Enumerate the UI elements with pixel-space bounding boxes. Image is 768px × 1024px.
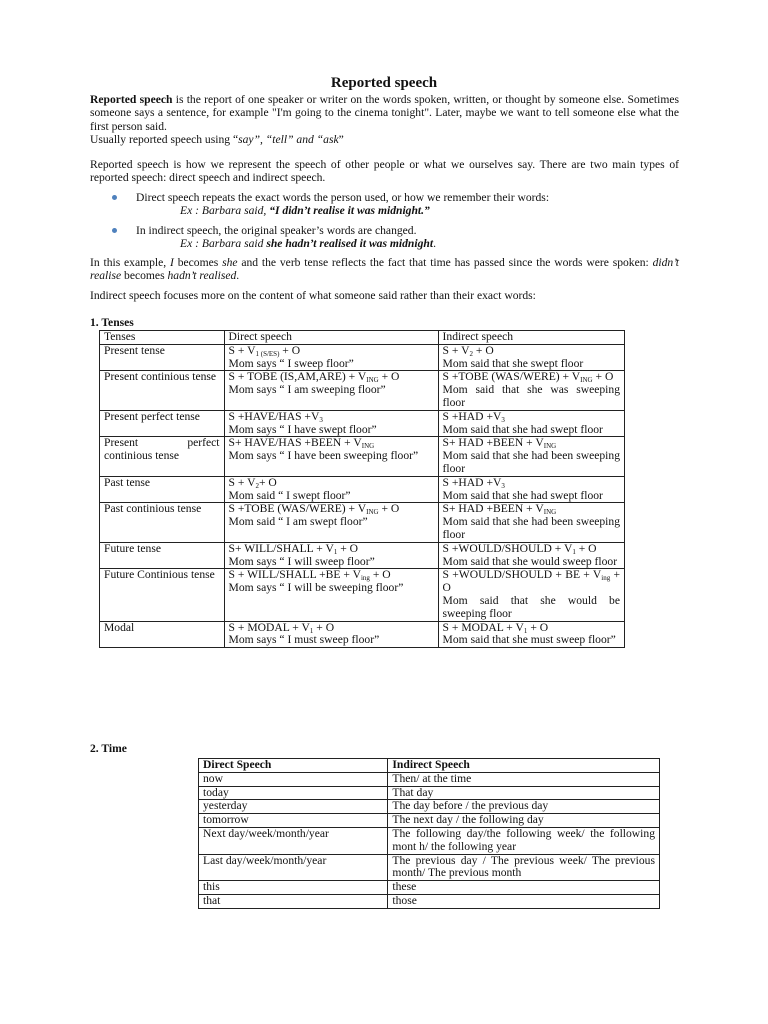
direct-formula: S + V — [228, 343, 256, 357]
direct-formula-sub: 2 — [255, 481, 259, 490]
indirect-formula-sub: ing — [601, 574, 611, 583]
indirect-formula: S +WOULD/SHOULD + BE + V — [442, 568, 602, 582]
indirect-formula-end: + O — [575, 541, 597, 555]
direct-example: Mom says “ I sweep floor” — [228, 356, 354, 370]
tenses-table — [99, 330, 625, 648]
direct-time-cell: now — [199, 772, 388, 786]
tense-name-cell — [100, 542, 225, 569]
usually-words: say”, “tell” and “ask — [238, 133, 339, 147]
table-row — [100, 503, 625, 542]
direct-speech-cell — [224, 437, 438, 476]
indirect-time-cell: those — [388, 894, 660, 908]
direct-example: Mom says “ I have been sweeping floor” — [228, 449, 419, 463]
table-row — [199, 854, 660, 881]
direct-formula-end: + O — [378, 370, 400, 384]
tense-name-cell — [100, 476, 225, 503]
example-line — [136, 204, 679, 217]
direct-speech-cell — [224, 621, 438, 648]
indirect-speech-cell — [438, 476, 624, 503]
tense-name: Future tense — [104, 541, 161, 555]
direct-formula-end: + O — [279, 343, 301, 357]
example-prefix: Ex : Barbara said, — [180, 204, 270, 218]
direct-speech-cell — [224, 344, 438, 371]
text-run: she — [222, 256, 238, 269]
indirect-example: Mom said that she would be sweeping floor — [442, 593, 620, 620]
direct-speech-cell — [224, 542, 438, 569]
text-run: didn’t realise — [90, 256, 679, 283]
direct-speech-cell — [224, 410, 438, 437]
tense-name-cell — [100, 371, 225, 410]
direct-time-cell: today — [199, 786, 388, 800]
indirect-formula: S + V — [442, 343, 470, 357]
table-header-cell: Indirect speech — [438, 331, 624, 345]
direct-example: Mom says “ I will sweep floor” — [228, 554, 375, 568]
indirect-formula: S +WOULD/SHOULD + V — [442, 541, 573, 555]
indirect-formula: S +TOBE (WAS/WERE) + V — [442, 370, 581, 384]
example-explanation — [90, 256, 679, 283]
text-run: hadn’t realised — [167, 269, 237, 283]
indirect-time-cell: these — [388, 881, 660, 895]
direct-time-cell: this — [199, 881, 388, 895]
table-header-cell: Tenses — [100, 331, 225, 345]
tense-name-cell — [100, 569, 225, 621]
table-row — [100, 344, 625, 371]
usually-suffix: ” — [338, 133, 344, 147]
indirect-formula-sub: ING — [543, 508, 557, 517]
table-row — [100, 371, 625, 410]
direct-speech-cell — [224, 569, 438, 621]
direct-speech-cell — [224, 476, 438, 503]
indirect-speech-cell — [438, 569, 624, 621]
direct-formula-end: + O — [313, 620, 335, 634]
direct-formula: S + TOBE (IS,AM,ARE) + V — [228, 370, 367, 384]
table-row — [100, 437, 625, 476]
direct-example: Mom said “ I swept floor” — [228, 488, 351, 502]
focus-paragraph: Indirect speech focuses more on the content of what someone said rather than their exact words: — [90, 289, 536, 302]
indirect-formula: S+ HAD +BEEN + V — [442, 502, 544, 516]
indirect-time-cell: The following day/the following week/ the following mont h/ the following year — [388, 827, 660, 854]
example-quote: she hadn’t realised it was midnight — [266, 237, 434, 251]
indirect-example: Mom said that she would sweep floor — [442, 554, 618, 568]
list-item — [90, 224, 679, 251]
direct-formula: S +TOBE (WAS/WERE) + V — [228, 502, 367, 516]
direct-formula-end: + O — [337, 541, 359, 555]
text-run: and the verb tense reflects the fact that time has passed since the words were spoken: — [237, 256, 653, 269]
tense-name: Past tense — [104, 475, 151, 489]
indirect-speech-cell — [438, 503, 624, 542]
indirect-speech-cell — [438, 344, 624, 371]
direct-formula-sub: ING — [366, 508, 379, 517]
bullet-icon — [112, 195, 117, 200]
tense-name: Present tense — [104, 343, 165, 357]
indirect-speech-cell — [438, 371, 624, 410]
tense-name: Present continious tense — [104, 370, 217, 384]
table-row — [100, 476, 625, 503]
indirect-speech-cell — [438, 410, 624, 437]
intro-paragraph — [90, 93, 679, 147]
tense-name: Modal — [104, 620, 135, 634]
usually-prefix: Usually reported speech using “ — [90, 133, 239, 147]
direct-speech-cell — [224, 503, 438, 542]
indirect-formula-end: + O — [442, 568, 620, 595]
table-header-cell: Indirect Speech — [388, 759, 660, 773]
table-row — [199, 881, 660, 895]
indirect-example: Mom said that she had swept floor — [442, 422, 603, 436]
indirect-formula-end: + O — [592, 370, 614, 384]
direct-formula-sub: 1 — [309, 626, 314, 635]
bullet-text: In indirect speech, the original speaker’s words are changed. — [136, 223, 417, 237]
table-row — [100, 542, 625, 569]
direct-example: Mom said “ I am swept floor” — [228, 515, 368, 529]
table-row — [100, 410, 625, 437]
tense-name: Present perfect tense — [104, 409, 200, 423]
time-table — [198, 758, 660, 909]
tense-name-cell — [100, 410, 225, 437]
indirect-example: Mom said that she had been sweeping floor — [442, 449, 620, 475]
indirect-formula: S +HAD +V — [442, 409, 502, 423]
tense-name-cell — [100, 437, 225, 476]
indirect-speech-cell — [438, 542, 624, 569]
direct-formula-end: + O — [369, 568, 391, 582]
table-header-cell: Direct Speech — [199, 759, 388, 773]
page-title: Reported speech — [330, 75, 438, 91]
direct-example: Mom says “ I will be sweeping floor” — [228, 581, 404, 595]
indirect-formula-sub: 2 — [469, 349, 473, 358]
direct-formula: S+ HAVE/HAS +BEEN + V — [228, 436, 362, 450]
direct-formula: S+ WILL/SHALL + V — [228, 541, 334, 555]
text-run: becomes — [173, 256, 223, 269]
direct-time-cell: that — [199, 894, 388, 908]
table-row — [199, 772, 660, 786]
table-row — [100, 569, 625, 621]
indirect-formula: S+ HAD +BEEN + V — [442, 436, 544, 450]
direct-example: Mom says “ I am sweeping floor” — [228, 383, 386, 397]
indirect-formula: S + MODAL + V — [442, 620, 524, 634]
tense-name-cell — [100, 344, 225, 371]
text-run: In this example, — [90, 256, 171, 269]
indirect-formula-sub: ING — [543, 442, 557, 451]
indirect-time-cell: The previous day / The previous week/ The previous month/ The previous month — [388, 854, 660, 881]
indirect-time-cell: The next day / the following day — [388, 814, 660, 828]
direct-speech-cell — [224, 371, 438, 410]
indirect-formula-sub: 3 — [501, 415, 505, 424]
direct-formula: S + V — [228, 475, 256, 489]
direct-formula-sub: 1 — [333, 547, 338, 556]
tense-name: Past continious tense — [104, 502, 202, 516]
table-row — [199, 894, 660, 908]
tense-name-cell — [100, 503, 225, 542]
direct-formula: S + WILL/SHALL +BE + V — [228, 568, 361, 582]
indirect-example: Mom said that she swept floor — [442, 356, 584, 370]
indirect-formula: S +HAD +V — [442, 475, 502, 489]
direct-time-cell: tomorrow — [199, 814, 388, 828]
direct-formula: S +HAVE/HAS +V — [228, 409, 320, 423]
direct-formula-sub: ING — [366, 376, 379, 385]
section-heading-tenses: 1. Tenses — [90, 316, 134, 329]
indirect-formula-sub: 3 — [501, 481, 505, 490]
indirect-formula-end: + O — [527, 620, 549, 634]
indirect-speech-cell — [438, 437, 624, 476]
indirect-formula-sub: ING — [580, 376, 593, 385]
section-heading-time: 2. Time — [90, 742, 127, 755]
intro-term: Reported speech — [90, 93, 173, 106]
indirect-formula-sub: 1 — [572, 547, 576, 556]
direct-formula-sub: ING — [361, 442, 375, 451]
indirect-formula-sub: 1 — [523, 626, 528, 635]
example-end: . — [433, 237, 436, 251]
indirect-time-cell: Then/ at the time — [388, 772, 660, 786]
indirect-example: Mom said that she had been sweeping floor — [442, 515, 620, 541]
bullet-text: Direct speech repeats the exact words the person used, or how we remember their words: — [136, 191, 550, 204]
example-quote: “I didn’t realise it was midnight.” — [269, 204, 430, 218]
table-header-row — [100, 331, 625, 345]
intro-text: is the report of one speaker or writer on the words spoken, written, or thought by someone else. Sometimes someone says a sentence, for example "I'm going to the cinema tonight". Later, maybe we want to tell someone else what the first person said. — [90, 93, 679, 133]
speech-types-list — [90, 191, 679, 251]
direct-formula-sub: ing — [360, 574, 370, 583]
direct-formula-sub: 1 (S/ES) — [255, 349, 280, 358]
direct-example: Mom says “ I must sweep floor” — [228, 633, 380, 647]
list-item — [90, 191, 679, 218]
indirect-time-cell: That day — [388, 786, 660, 800]
table-header-cell: Direct speech — [224, 331, 438, 345]
text-run: I — [170, 256, 174, 269]
indirect-formula-end: + O — [473, 343, 494, 357]
table-row — [199, 814, 660, 828]
direct-formula: S + MODAL + V — [228, 620, 310, 634]
example-line — [136, 237, 679, 250]
indirect-speech-cell — [438, 621, 624, 648]
indirect-time-cell: The day before / the previous day — [388, 800, 660, 814]
types-paragraph: Reported speech is how we represent the speech of other people or what we ourselves say. There are two main types of reported speech: direct speech and indirect speech. — [90, 158, 679, 185]
bullet-icon — [112, 228, 117, 233]
direct-time-cell: Next day/week/month/year — [199, 827, 388, 854]
direct-formula-end: + O — [258, 475, 277, 489]
text-run: . — [236, 269, 240, 283]
table-row — [199, 786, 660, 800]
table-row — [199, 827, 660, 854]
indirect-example: Mom said that she was sweeping floor — [442, 383, 620, 409]
table-header-row — [199, 759, 660, 773]
tense-name-cell — [100, 621, 225, 648]
direct-time-cell: yesterday — [199, 800, 388, 814]
tense-name: Present perfect continious tense — [104, 436, 220, 463]
direct-example: Mom says “ I have swept floor” — [228, 422, 377, 436]
tense-name: Future Continious tense — [104, 568, 215, 582]
text-run: becomes — [121, 269, 168, 283]
direct-formula-sub: 3 — [319, 415, 323, 424]
example-prefix: Ex : Barbara said — [180, 237, 267, 251]
table-row — [199, 800, 660, 814]
table-row — [100, 621, 625, 648]
indirect-example: Mom said that she had swept floor — [442, 488, 603, 502]
direct-formula-end: + O — [378, 502, 400, 516]
indirect-example: Mom said that she must sweep floor” — [442, 633, 616, 647]
direct-time-cell: Last day/week/month/year — [199, 854, 388, 881]
